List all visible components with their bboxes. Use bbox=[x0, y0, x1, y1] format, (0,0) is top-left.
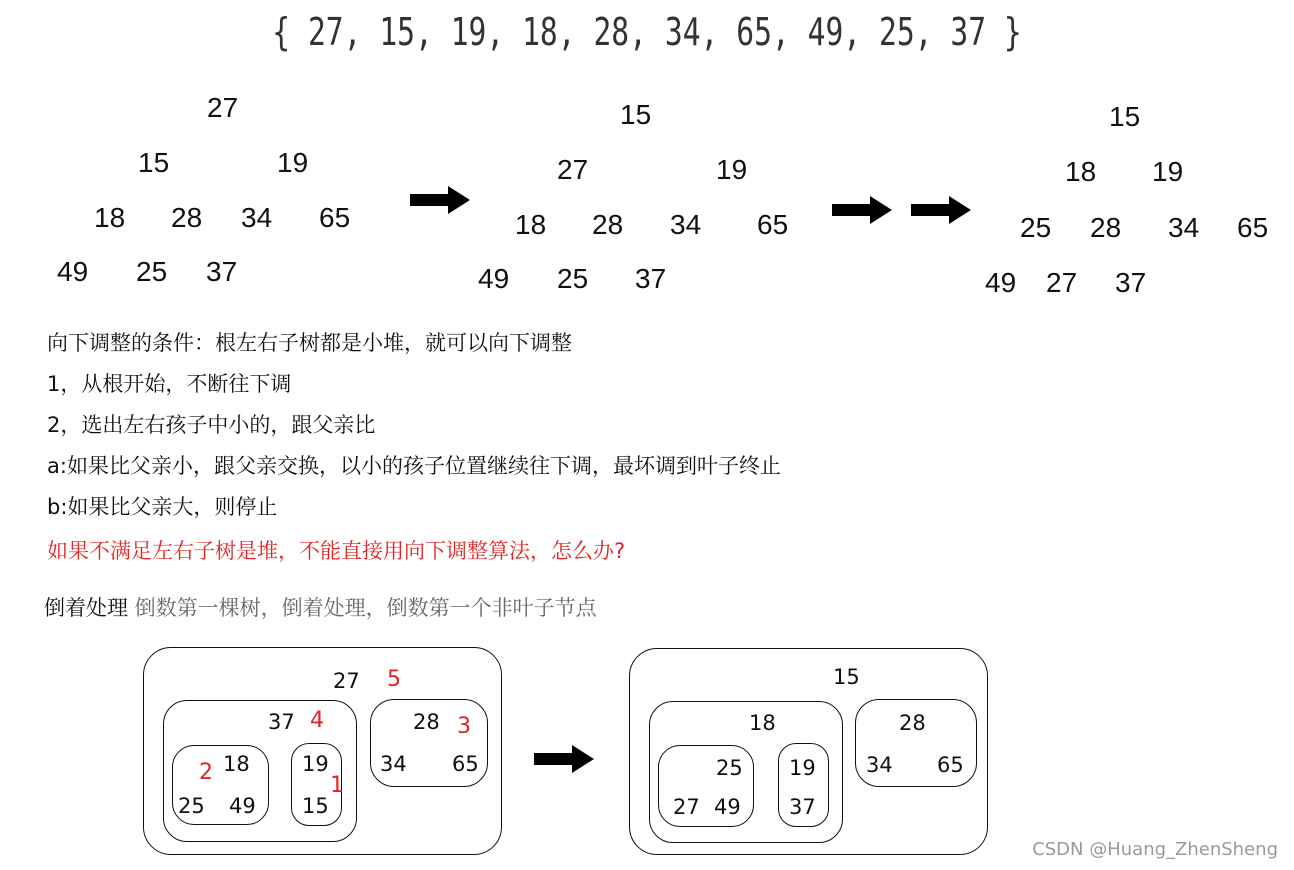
arrow-right-icon bbox=[410, 186, 470, 214]
tree-node: 34 bbox=[670, 209, 702, 240]
reverse-bold: 倒着处理 bbox=[44, 596, 128, 620]
reverse-note bbox=[44, 592, 597, 622]
node-label: 25 bbox=[716, 756, 743, 780]
tree-node: 27 bbox=[207, 92, 239, 123]
arrow-right-icon bbox=[534, 745, 594, 773]
node-label: 65 bbox=[452, 752, 479, 776]
tree-node: 27 bbox=[1046, 267, 1078, 298]
tree-node: 19 bbox=[1152, 156, 1184, 187]
tree-node: 15 bbox=[138, 147, 170, 178]
tree-node: 65 bbox=[1237, 212, 1269, 243]
watermark: CSDN @Huang_ZhenSheng bbox=[1032, 839, 1278, 860]
note-line: a:如果比父亲小，跟父亲交换，以小的孩子位置继续往下调，最坏调到叶子终止 bbox=[47, 454, 781, 478]
node-label: 28 bbox=[413, 710, 440, 734]
note-line: 2，选出左右孩子中小的，跟父亲比 bbox=[47, 413, 376, 437]
node-label: 28 bbox=[899, 711, 926, 735]
tree-node: 15 bbox=[1109, 101, 1141, 132]
question-note: 如果不满足左右子树是堆，不能直接用向下调整算法，怎么办? bbox=[47, 539, 626, 563]
tree-node: 49 bbox=[985, 267, 1017, 298]
node-label: 49 bbox=[229, 794, 256, 818]
tree-node: 28 bbox=[1090, 212, 1122, 243]
step-label: 5 bbox=[387, 667, 401, 692]
node-label: 65 bbox=[937, 753, 964, 777]
tree-node: 28 bbox=[171, 202, 203, 233]
step-label: 1 bbox=[330, 773, 344, 798]
node-label: 25 bbox=[178, 794, 205, 818]
tree-node: 18 bbox=[94, 202, 126, 233]
tree-node: 18 bbox=[515, 209, 547, 240]
node-label: 18 bbox=[749, 711, 776, 735]
node-label: 15 bbox=[833, 665, 860, 689]
node-label: 19 bbox=[789, 756, 816, 780]
node-label: 15 bbox=[302, 794, 329, 818]
tree-node: 25 bbox=[1020, 212, 1052, 243]
node-label: 27 bbox=[333, 669, 360, 693]
tree-node: 27 bbox=[557, 154, 589, 185]
node-label: 27 bbox=[673, 795, 700, 819]
tree-node: 37 bbox=[635, 263, 667, 294]
node-label: 18 bbox=[223, 752, 250, 776]
tree-node: 25 bbox=[136, 256, 168, 287]
reverse-detail: 倒数第一棵树，倒着处理，倒数第一个非叶子节点 bbox=[128, 596, 597, 620]
tree-node: 65 bbox=[757, 209, 789, 240]
tree-node: 34 bbox=[1168, 212, 1200, 243]
tree-node: 19 bbox=[716, 154, 748, 185]
note-line: b:如果比父亲大，则停止 bbox=[47, 495, 278, 519]
tree-node: 49 bbox=[57, 256, 89, 287]
tree-node: 25 bbox=[557, 263, 589, 294]
step-label: 3 bbox=[457, 714, 471, 739]
tree-node: 15 bbox=[620, 99, 652, 130]
note-line: 1，从根开始，不断往下调 bbox=[47, 372, 292, 396]
tree-node: 28 bbox=[592, 209, 624, 240]
arrow-right-icon bbox=[911, 196, 971, 224]
tree-node: 18 bbox=[1065, 156, 1097, 187]
tree-node: 19 bbox=[277, 147, 309, 178]
tree-node: 65 bbox=[319, 202, 351, 233]
node-label: 34 bbox=[866, 753, 893, 777]
node-label: 34 bbox=[380, 752, 407, 776]
node-label: 19 bbox=[302, 752, 329, 776]
arrow-right-icon bbox=[832, 196, 892, 224]
tree-node: 37 bbox=[206, 256, 238, 287]
tree-node: 49 bbox=[478, 263, 510, 294]
node-label: 37 bbox=[268, 710, 295, 734]
tree-node: 34 bbox=[241, 202, 273, 233]
note-line: 向下调整的条件：根左右子树都是小堆，就可以向下调整 bbox=[47, 331, 572, 355]
step-label: 4 bbox=[310, 708, 324, 733]
tree-node: 37 bbox=[1115, 267, 1147, 298]
node-label: 49 bbox=[714, 795, 741, 819]
step-label: 2 bbox=[199, 760, 213, 785]
array-title: { 27, 15, 19, 18, 28, 34, 65, 49, 25, 37 } bbox=[272, 10, 1022, 54]
node-label: 37 bbox=[789, 795, 816, 819]
